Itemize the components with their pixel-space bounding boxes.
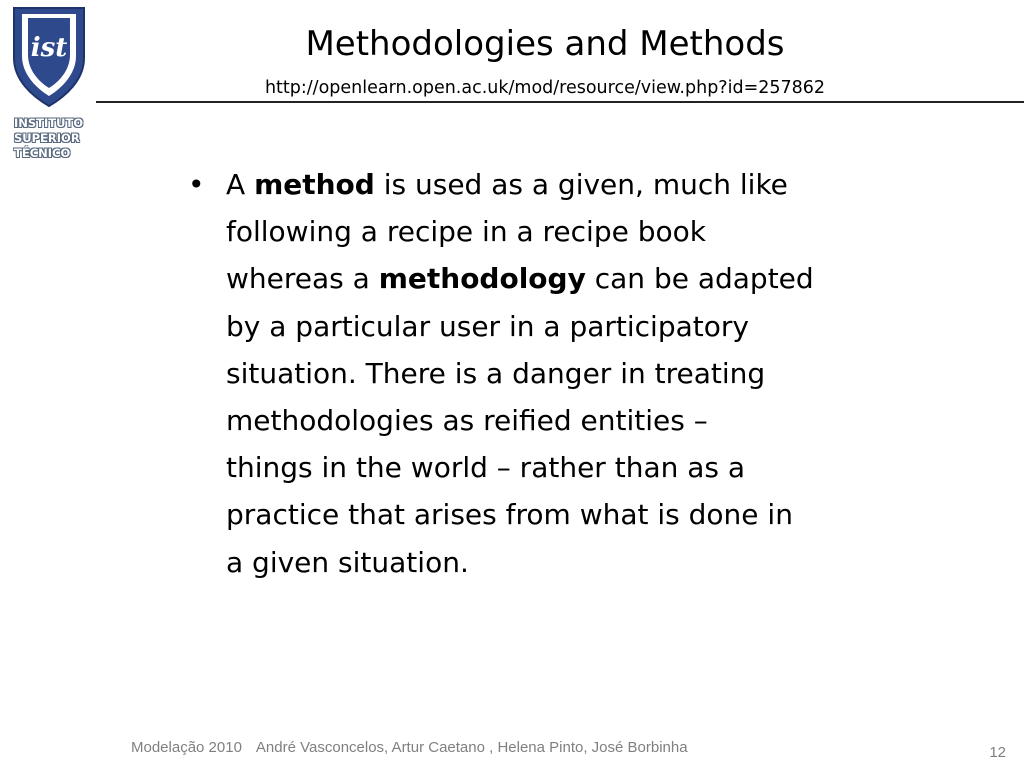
text-run: practice that arises from what is done in	[226, 498, 793, 532]
logo-caption	[14, 116, 90, 161]
footer-course: Modelação 2010	[131, 739, 242, 756]
logo-line: INSTITUTO	[14, 116, 84, 130]
bullet-line	[226, 303, 916, 350]
footer-authors: André Vasconcelos, Artur Caetano , Helena Pinto, José Borbinha	[255, 739, 688, 756]
text-run: A	[226, 168, 255, 201]
bullet-line	[226, 208, 916, 255]
text-run: situation. There is a danger in treating	[226, 356, 766, 390]
ist-shield-icon	[12, 6, 86, 108]
bullet-line	[226, 255, 916, 302]
bullet-line	[226, 350, 916, 397]
text-run: can be adapted	[585, 262, 814, 296]
text-run: by a particular user in a participatory	[226, 309, 749, 343]
text-run: methodologies as reified entities –	[226, 404, 708, 438]
slide-subtitle-url: http://openlearn.open.ac.uk/mod/resource/view.php?id=257862	[264, 78, 826, 98]
bullet-line	[226, 161, 916, 208]
bullet-marker: •	[188, 168, 205, 201]
bullet-line	[226, 491, 916, 538]
text-run: a given situation.	[226, 545, 469, 579]
bullet-text	[226, 161, 916, 586]
logo-line: TÉCNICO	[14, 146, 71, 160]
title-divider	[96, 101, 1024, 103]
bullet-line	[226, 539, 916, 586]
emphasis-term: method	[254, 168, 375, 201]
slide-title: Methodologies and Methods	[305, 24, 785, 64]
text-run: is used as a given, much like	[374, 168, 788, 201]
logo-line: SUPERIOR	[14, 131, 80, 145]
text-run: whereas a	[226, 262, 379, 296]
bullet-line	[226, 444, 916, 491]
ist-logo	[12, 6, 86, 108]
text-run: things in the world – rather than as a	[226, 451, 746, 485]
bullet-line	[226, 397, 916, 444]
page-number: 12	[989, 744, 1006, 761]
footer	[131, 739, 688, 756]
text-run: following a recipe in a recipe book	[226, 215, 706, 249]
emphasis-term: methodology	[378, 262, 586, 296]
svg-text:ist: ist	[30, 33, 68, 63]
